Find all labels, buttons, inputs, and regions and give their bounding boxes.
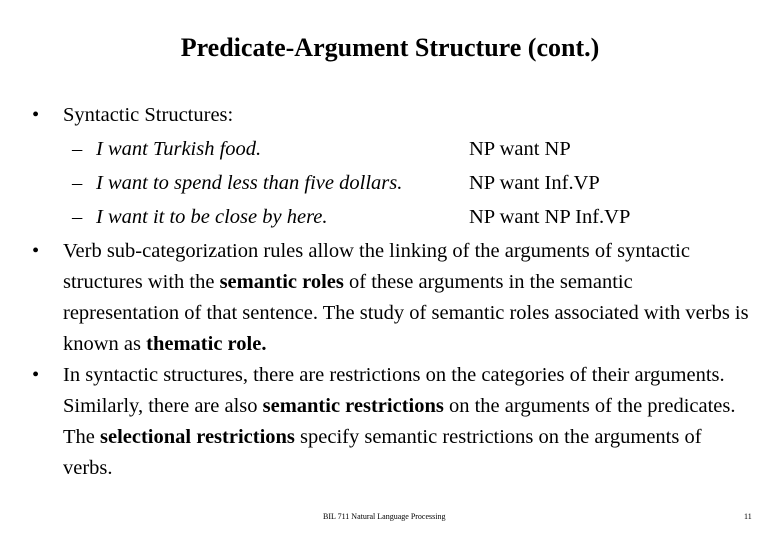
bullet-text: Syntactic Structures: <box>63 104 234 126</box>
dash-icon: – <box>72 172 83 194</box>
example-structure: NP want NP <box>469 138 571 160</box>
bullet-icon: • <box>32 104 40 126</box>
bullet-icon: • <box>32 240 40 262</box>
bullet-syntactic-structures <box>32 100 752 131</box>
bullet-restrictions <box>32 360 752 484</box>
example-sentence: I want to spend less than five dollars. <box>96 172 403 194</box>
example-sentence: I want Turkish food. <box>96 138 262 160</box>
text-run: on the arguments of the predicates. The <box>63 395 736 448</box>
bullet-text <box>63 236 752 360</box>
term-semantic-roles: semantic roles <box>219 271 344 293</box>
bullet-text <box>63 360 752 484</box>
page-number: 11 <box>744 512 752 521</box>
example-sentence: I want it to be close by here. <box>96 206 328 228</box>
dash-icon: – <box>72 206 83 228</box>
bullet-subcategorization <box>32 236 752 360</box>
dash-icon: – <box>72 138 83 160</box>
text-run: of these arguments in the semantic representation of that sentence. The study of semantic roles associated with verbs is known as <box>63 271 749 355</box>
footer-course: BIL 711 Natural Language Processing <box>323 512 446 521</box>
bullet-icon: • <box>32 364 40 386</box>
term-semantic-restrictions: semantic restrictions <box>262 395 444 417</box>
term-selectional-restrictions: selectional restrictions <box>100 426 295 448</box>
text-run: In syntactic structures, there are restrictions on the categories of their arguments. Similarly, there are also <box>63 364 725 417</box>
example-structure: NP want Inf.VP <box>469 172 600 194</box>
term-thematic-role: thematic role. <box>146 333 267 355</box>
example-structure: NP want NP Inf.VP <box>469 206 631 228</box>
text-run: specify semantic restrictions on the arguments of verbs. <box>63 426 702 479</box>
text-run: Verb sub-categorization rules allow the linking of the arguments of syntactic structures with the <box>63 240 690 293</box>
page-title: Predicate-Argument Structure (cont.) <box>180 33 600 62</box>
